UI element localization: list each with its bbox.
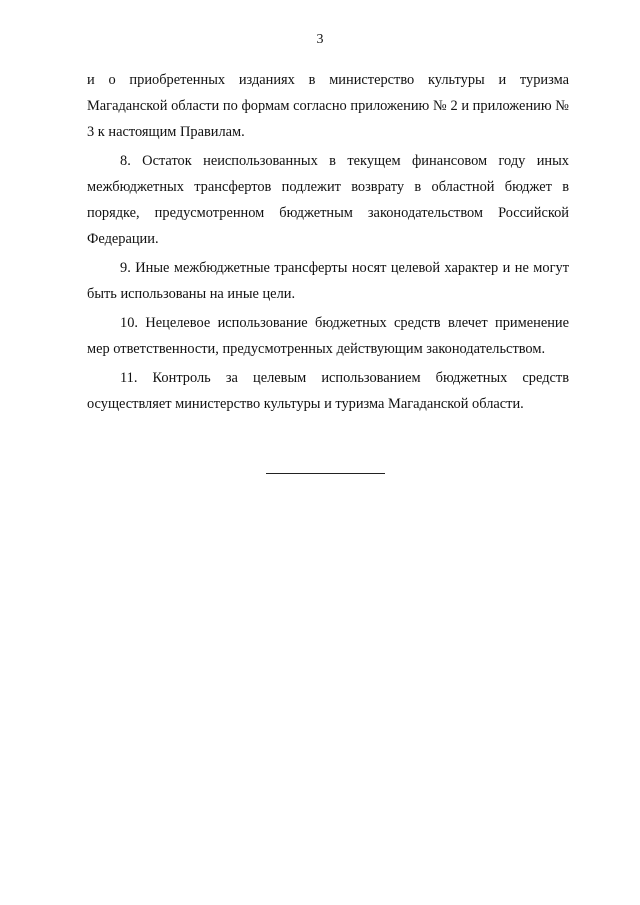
closing-divider [266, 473, 385, 474]
paragraph-continuation: и о приобретенных изданиях в министерство культуры и туризма Магаданской области по формам согласно приложению № 2 и приложению № 3 к настоящим Правилам. [87, 72, 569, 140]
page-number: 3 [316, 32, 324, 47]
paragraph-8: 8. Остаток неиспользованных в текущем финансовом году иных межбюджетных трансфертов подлежит возврату в областной бюджет в порядке, предусмотренном бюджетным законодательством Российской Федерации. [87, 153, 569, 247]
document-body [87, 67, 569, 420]
paragraph-10: 10. Нецелевое использование бюджетных средств влечет применение мер ответственности, предусмотренных действующим законодательством. [87, 315, 569, 357]
paragraph-11: 11. Контроль за целевым использованием бюджетных средств осуществляет министерство культуры и туризма Магаданской области. [87, 370, 569, 412]
paragraph-9: 9. Иные межбюджетные трансферты носят целевой характер и не могут быть использованы на иные цели. [87, 260, 569, 302]
